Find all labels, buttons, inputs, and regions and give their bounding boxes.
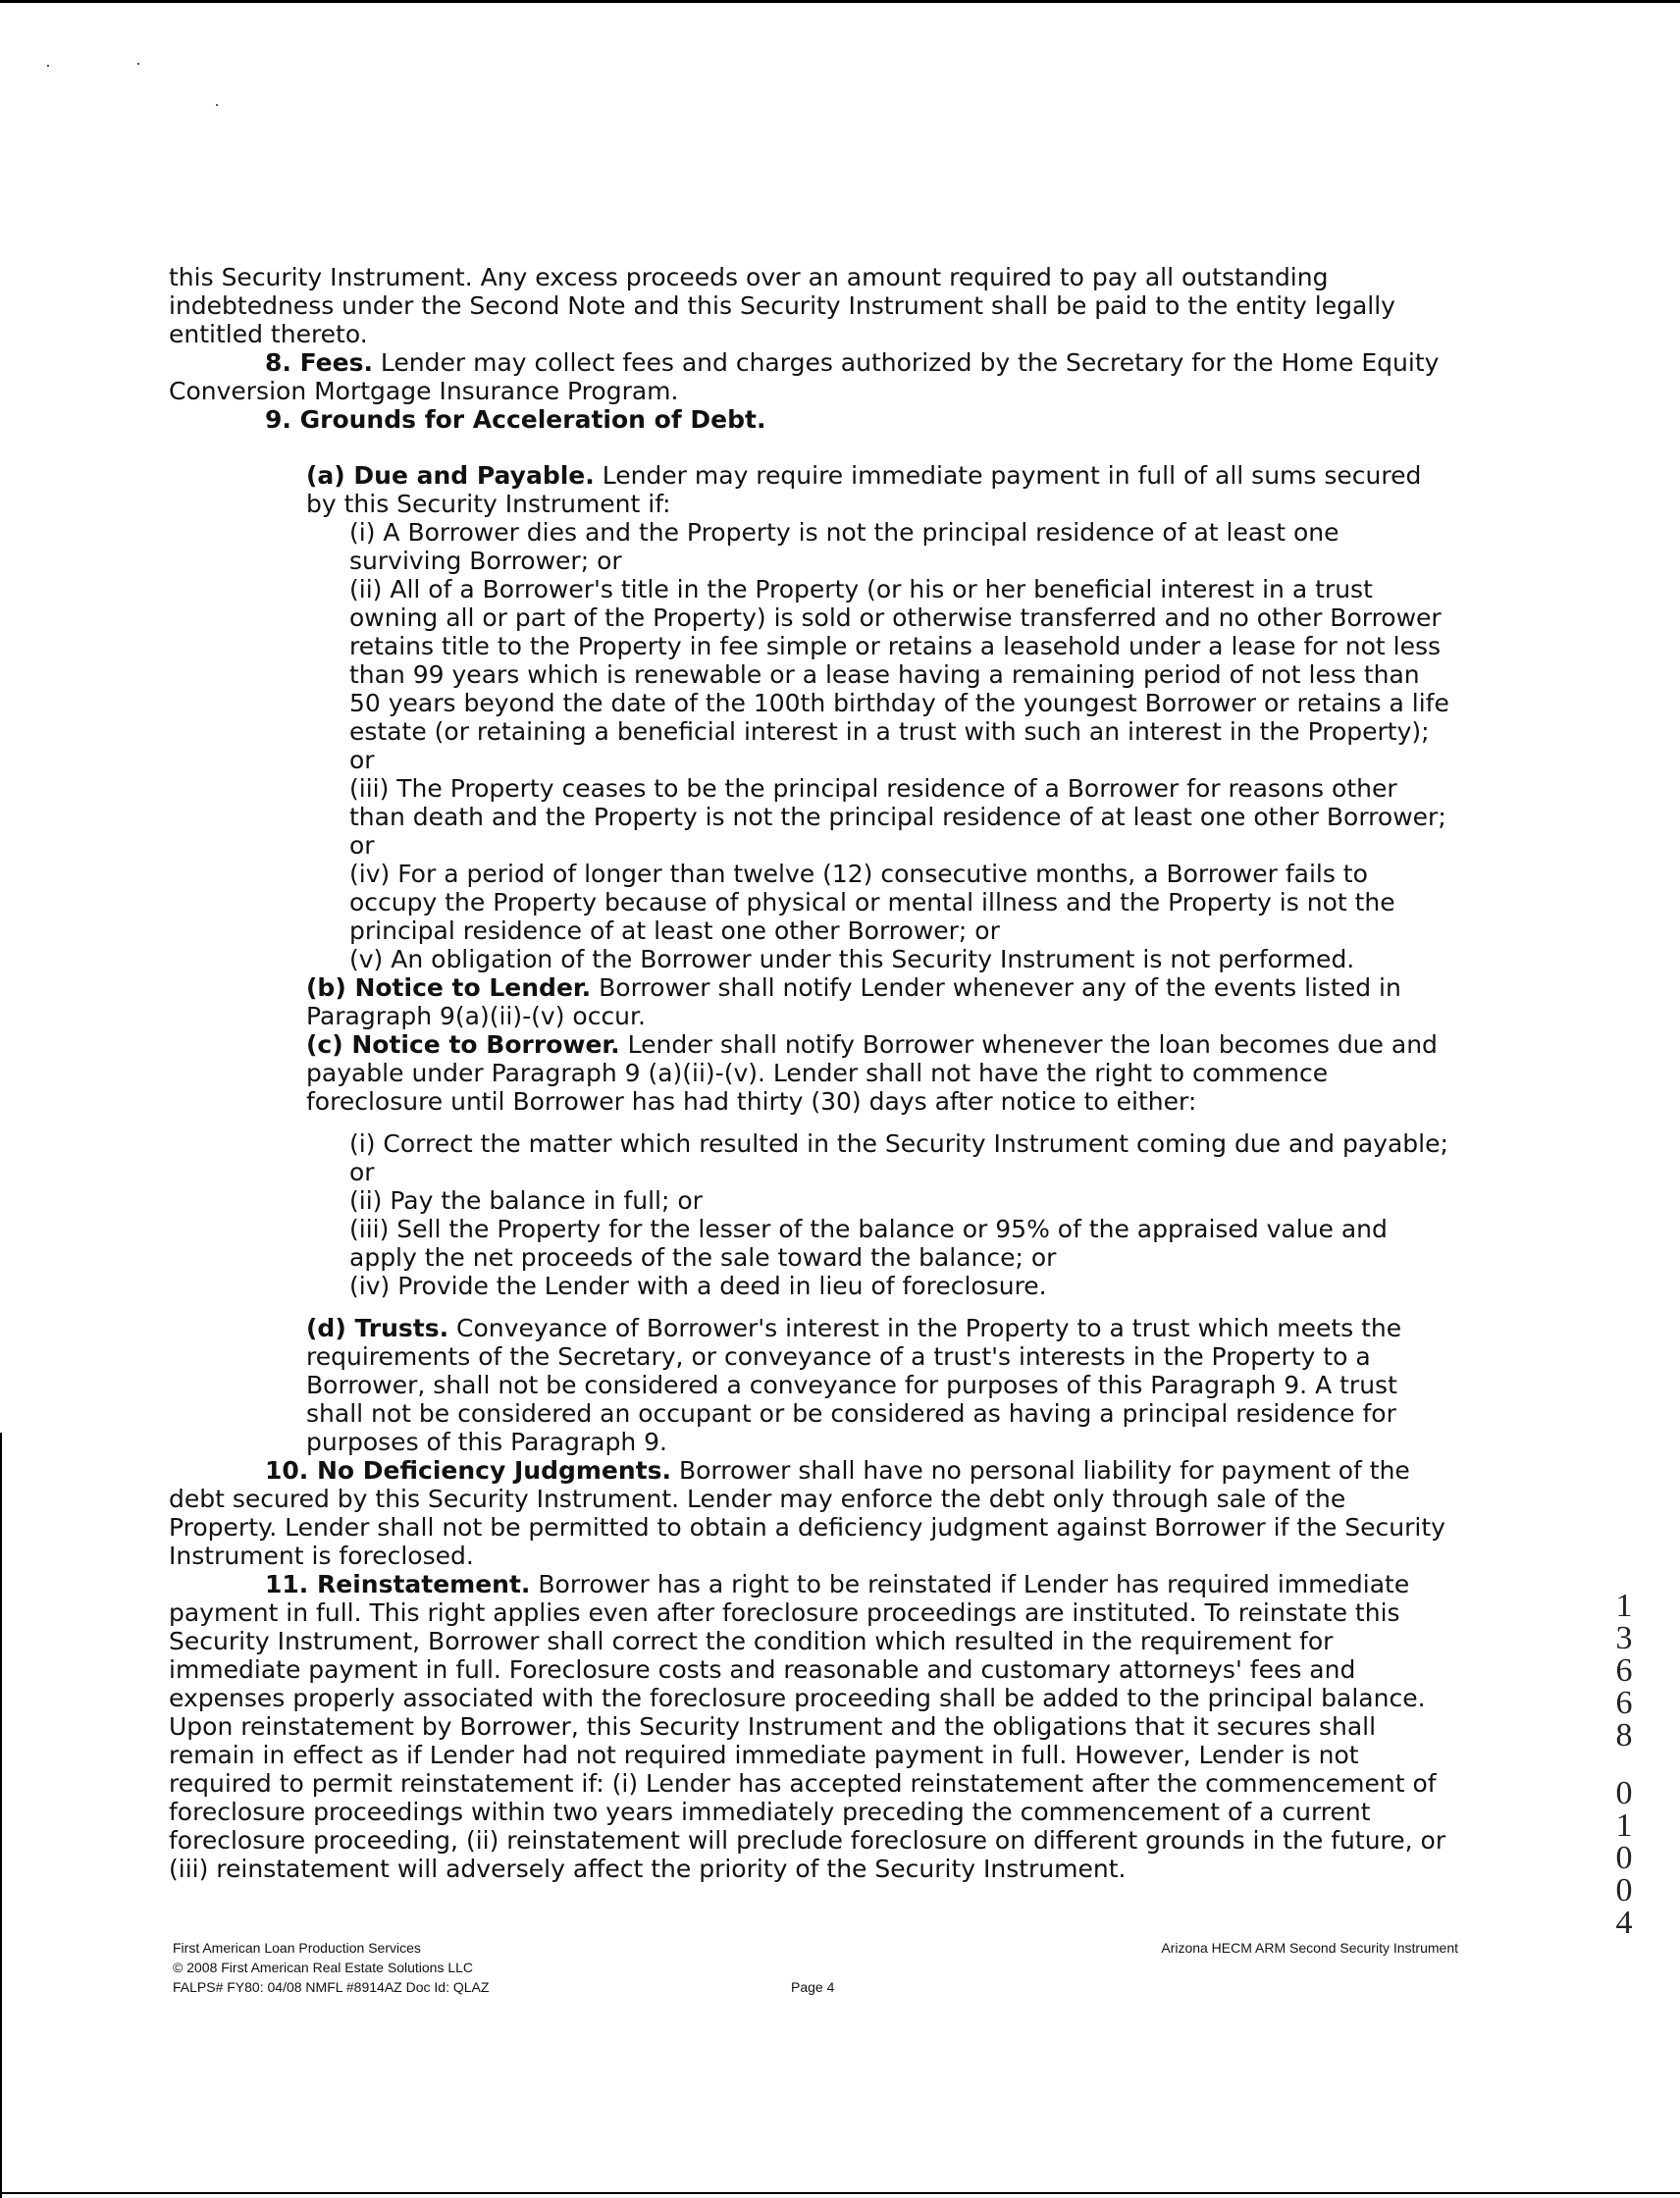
scan-speck	[216, 104, 218, 106]
section-9a	[306, 461, 1454, 518]
page-bottom-border	[0, 2192, 1680, 2194]
section-8-heading: 8. Fees.	[265, 348, 373, 377]
section-9d-text: Conveyance of Borrower's interest in the Property to a trust which meets the requirements of the Secretary, or conveyance of a trust's interests in the Property to a Borrower, shall not be considered a conveyance for purposes of this Paragraph 9. A trust shall not be considered an occupant or be considered as having a principal residence for purposes of this Paragraph 9.	[306, 1314, 1402, 1456]
footer-company: First American Loan Production Services	[173, 1940, 421, 1956]
section-9b	[306, 973, 1454, 1030]
footer-doc-id: FALPS# FY80: 04/08 NMFL #8914AZ Doc Id: QLAZ	[173, 1979, 490, 1995]
document-body	[169, 263, 1454, 1883]
section-10-text: Borrower shall have no personal liability for payment of the debt secured by this Security Instrument. Lender may enforce the debt only through sale of the Property. Lender shall not be permitted to obtain a deficiency judgment against Borrower if the Security Instrument is foreclosed.	[169, 1456, 1445, 1570]
section-9-heading: 9. Grounds for Acceleration of Debt.	[265, 405, 766, 434]
section-9b-text: Borrower shall notify Lender whenever any of the events listed in Paragraph 9(a)(ii)-(v) occur.	[306, 973, 1401, 1030]
section-10-heading: 10. No Deficiency Judgments.	[265, 1456, 672, 1485]
recording-digit: 1	[1615, 1807, 1633, 1844]
section-9a-items	[349, 518, 1454, 973]
section-9c-text: Lender shall notify Borrower whenever the loan becomes due and payable under Paragraph 9 (a)(ii)-(v). Lender shall not have the right to commence foreclosure until Borrower has had thirty (30) days after notice to either:	[306, 1030, 1438, 1116]
page-left-border	[0, 1433, 2, 2198]
scan-speck	[137, 63, 139, 65]
recording-digit: 0	[1615, 1872, 1633, 1909]
recording-digit: 0	[1615, 1775, 1633, 1811]
list-item: (v) An obligation of the Borrower under this Security Instrument is not performed.	[349, 945, 1355, 973]
list-item: (ii) All of a Borrower's title in the Property (or his or her beneficial interest in a trust owning all or part of the Property) is sold or otherwise transferred and no other Borrower retains title to the Property in fee simple or retains a leasehold under a lease for not less than 99 years which is renewable or a lease having a remaining period of not less than 50 years beyond the date of the 100th birthday of the youngest Borrower or retains a life estate (or retaining a beneficial interest in a trust with such an interest in the Property); or	[349, 575, 1449, 774]
recording-number-vertical	[1609, 1590, 1639, 1939]
footer-left	[173, 1938, 489, 1997]
footer-copyright: © 2008 First American Real Estate Solutions LLC	[173, 1960, 474, 1975]
list-item: (iii) Sell the Property for the lesser of the balance or 95% of the appraised value and apply the net proceeds of the sale toward the balance; or	[349, 1215, 1388, 1272]
section-9b-heading: (b) Notice to Lender.	[306, 973, 592, 1002]
section-9a-text: Lender may require immediate payment in full of all sums secured by this Security Instrument if:	[306, 461, 1422, 518]
recording-digit: 1	[1615, 1588, 1633, 1624]
section-11	[169, 1570, 1454, 1883]
recording-digit: 8	[1615, 1717, 1633, 1753]
footer-page-number: Page 4	[791, 1979, 835, 1995]
section-11-heading: 11. Reinstatement.	[265, 1570, 531, 1598]
list-item: (iv) For a period of longer than twelve (12) consecutive months, a Borrower fails to occupy the Property because of physical or mental illness and the Property is not the principal residence of at least one other Borrower; or	[349, 860, 1395, 945]
page-top-border	[0, 0, 1680, 3]
section-10	[169, 1456, 1454, 1570]
section-8	[169, 348, 1454, 405]
footer-document-title: Arizona HECM ARM Second Security Instrument	[1161, 1940, 1458, 1956]
list-item: (i) A Borrower dies and the Property is not the principal residence of at least one surviving Borrower; or	[349, 518, 1339, 575]
section-9d-heading: (d) Trusts.	[306, 1314, 449, 1342]
section-9c-heading: (c) Notice to Borrower.	[306, 1030, 620, 1059]
section-9d	[306, 1314, 1454, 1456]
recording-digit: 6	[1615, 1685, 1633, 1721]
section-9c-items	[349, 1129, 1454, 1300]
section-9a-heading: (a) Due and Payable.	[306, 461, 595, 490]
intro-paragraph: this Security Instrument. Any excess proceeds over an amount required to pay all outstanding indebtedness under the Second Note and this Security Instrument shall be paid to the entity legally entitled thereto.	[169, 263, 1395, 348]
list-item: (iii) The Property ceases to be the principal residence of a Borrower for reasons other than death and the Property is not the principal residence of at least one other Borrower; or	[349, 774, 1446, 860]
recording-digit: 4	[1615, 1905, 1633, 1941]
section-9c	[306, 1030, 1454, 1116]
section-8-text: Lender may collect fees and charges authorized by the Secretary for the Home Equity Conversion Mortgage Insurance Program.	[169, 348, 1440, 405]
scan-speck	[47, 65, 49, 67]
recording-digit: 6	[1615, 1652, 1633, 1689]
section-11-text: Borrower has a right to be reinstated if Lender has required immediate payment in full. This right applies even after foreclosure proceedings are instituted. To reinstate this Security Instrument, Borrower shall correct the condition which resulted in the requirement for immediate payment in full. Foreclosure costs and reasonable and customary attorneys' fees and expenses properly associated with the foreclosure proceeding shall be added to the principal balance. Upon reinstatement by Borrower, this Security Instrument and the obligations that it secures shall remain in effect as if Lender had not required immediate payment in full. However, Lender is not required to permit reinstatement if: (i) Lender has accepted reinstatement after the commencement of foreclosure proceedings within two years immediately preceding the commencement of a current foreclosure proceeding, (ii) reinstatement will preclude foreclosure on different grounds in the future, or (iii) reinstatement will adversely affect the priority of the Security Instrument.	[169, 1570, 1446, 1883]
recording-digit: 0	[1615, 1840, 1633, 1876]
recording-digit: 3	[1615, 1620, 1633, 1656]
list-item: (iv) Provide the Lender with a deed in lieu of foreclosure.	[349, 1272, 1047, 1300]
list-item: (i) Correct the matter which resulted in the Security Instrument coming due and payable; or	[349, 1129, 1448, 1186]
list-item: (ii) Pay the balance in full; or	[349, 1186, 703, 1215]
